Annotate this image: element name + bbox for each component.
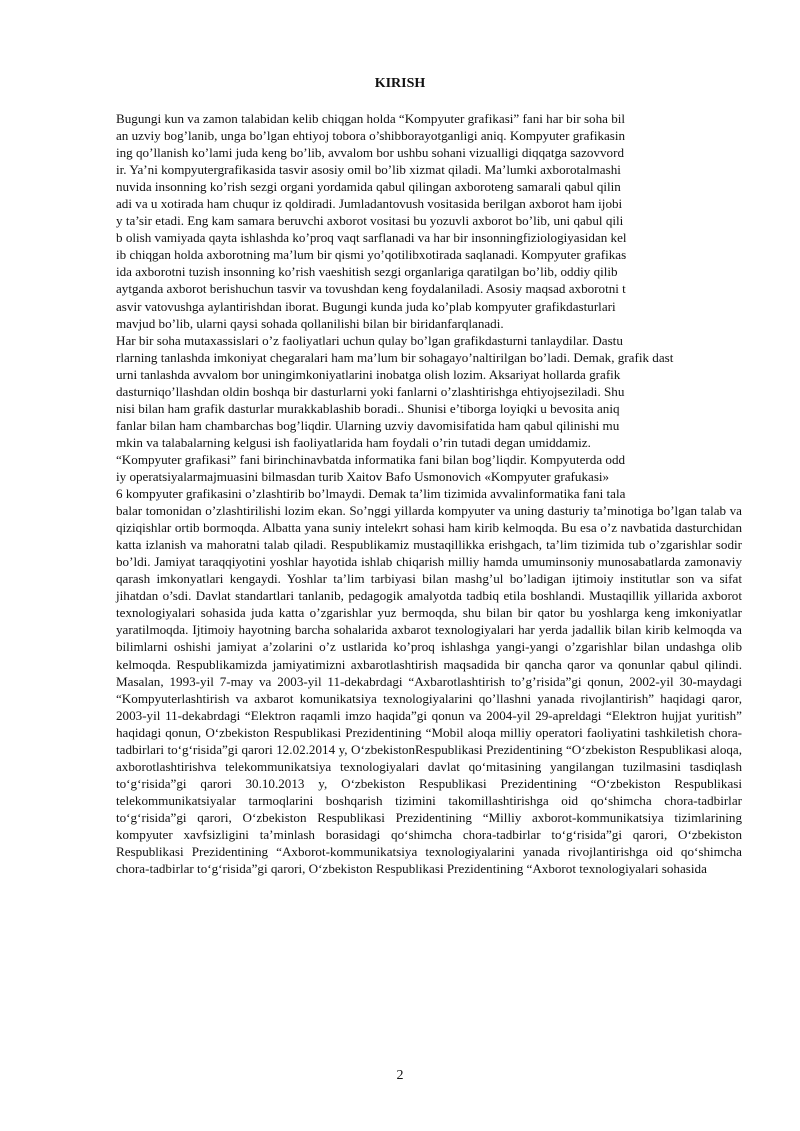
body-text bbox=[116, 110, 742, 877]
text-line: nuvida insonning ko’rish sezgi organi yordamida qabul qilingan axboroteng samarali qabul qilin bbox=[116, 179, 621, 195]
justified-paragraph: balar tomonidan o’zlashtirilishi lozim ekan. So’nggi yillarda kompyuter va uning dasturiy ta’minotiga bo’lgan talab va qiziqishlar ortib bormoqda. Albatta yana suniy intelekrt sohasi ham kirib kelmoqda. Bu esa o’z navbatida dasturchidan katta izlanish va mahoratni talab qiladi. Respublikamiz mustaqillikka erishgach, ta’lim tizimida tub o’zgarishlar sodir bo’ldi. Jamiyat taraqqiyotini yoshlar hayotida ishlab chiqarish milliy hamda umuminsoniy munosabatlarda zamonaviy qarash imkonyatlari kengaydi. Yoshlar ta’lim tarbiyasi bilan mashg’ul bo’ladigan ijtimoiy institutlar son va sifat jihatdan o’sdi. Davlat standartlari tanlanib, pedagogik amalyotda tadbiq etila boshlandi. Mustaqillik yillarida axborot texnologiyalari sohasida juda katta o’zgarishlar yuz bermoqda, shu bilan bir qator bu yoshlarga keng imkoniyatlar yaratilmoqda. Ijtimoiy hayotning barcha sohalarida axbarot texnologiyalari har yerda jadallik bilan kirib kelmoqda va bilimlarni oshishi jamiyat a’zolarini o’z ustlarida ko’proq ishlashga yangi-yangi o’zgarishlar bilan undashga olib kelmoqda. Respublikamizda jamiyatimizni axbarotlashtirish maqsadida bir qancha qaror va qonunlar qabul qilindi. Masalan, 1993-yil 7-may va 2003-yil 11-dekabrdagi “Axbarotlashtirish to’g’risida”gi qonun, 2002-yil 30-maydagi “Kompyuterlashtirish va axbarot komunikatsiya texnologiyalarini qo’llashni yanada rivojlantirish” haqidagi qaror, 2003-yil 11-dekabrdagi “Elektron raqamli imzo haqida”gi qonun va 2004-yil 29-apreldagi “Elektron hujjat yuritish” haqidagi qonun, O‘zbekiston Respublikasi Prezidentining “Mobil aloqa milliy operatori faoliyatini tashkiletish chora-tadbirlari to‘g‘risida”gi qarori 12.02.2014 y, O‘zbekistonRespublikasi Prezidentining “O‘zbekiston Respublikasi aloqa, axborotlashtirishva telekommunikatsiya texnologiyalari davlat qo‘mitasining yangilangan tuzilmasini tasdiqlash to‘g‘risida”gi qarori 30.10.2013 y, O‘zbekiston Respublikasi Prezidentining “O‘zbekiston Respublikasi telekommunikatsiyalar tarmoqlarini boshqarish tizimini takomillashtirishga oid qo‘shimcha chora-tadbirlar to‘g‘risida”gi qarori, O‘zbekiston Respublikasi Prezidentining “Milliy axborot-kommunikatsiya tizimlarining kompyuter xavfsizligini ta’minlash borasidagi qo‘shimcha chora-tadbirlar to‘g‘risida”gi qarori, O‘zbekiston Respublikasi Prezidentining “Axborot-kommunikatsiya texnologiyalarini yanada rivojlantirishga oid qo‘shimcha chora-tadbirlar to‘g‘risida”gi qarori, O‘zbekiston Respublikasi Prezidentining “Axborot texnologiyalari sohasida bbox=[116, 503, 742, 877]
text-line: aytganda axborot berishuchun tasvir va tovushdan keng foydalaniladi. Asosiy maqsad axborotni t bbox=[116, 281, 626, 297]
text-line: fanlar bilan ham chambarchas bog’liqdir. Ularning uzviy davomisifatida ham qabul qilinishi mu bbox=[116, 417, 620, 433]
text-line: nisi bilan ham grafik dasturlar murakkablashib boradi.. Shunisi e’tiborga loyiqki u bevosita aniq bbox=[116, 400, 620, 416]
text-line: asvir vatovushga aylantirishdan iborat. Bugungi kunda juda ko’plab kompyuter grafikdasturlari bbox=[116, 298, 616, 314]
text-line: ing qo’llanish ko’lami juda keng bo’lib, avvalom bor ushbu sohani vizualligi diqqatga sazovvord bbox=[116, 145, 625, 161]
page-title: KIRISH bbox=[374, 76, 426, 91]
text-line: an uzviy bog’lanib, unga bo’lgan ehtiyoj tobora o’shibborayotganligi aniq. Kompyuter grafikasin bbox=[116, 128, 626, 144]
text-line: ida axborotni tuzish insonning ko’rish vaeshitish sezgi organlariga qaratilgan bo’lib, oddiy qilib bbox=[116, 264, 618, 280]
text-line: mkin va talabalarning kelgusi ish faoliyatlarida ham foydali o’rin tutadi degan umiddamiz. bbox=[116, 434, 591, 450]
text-line: “Kompyuter grafikasi” fani birinchinavbatda informatika fani bilan bog’liqdir. Kompyuterda odd bbox=[116, 451, 626, 467]
text-line: mavjud bo’lib, ularni qaysi sohada qollanilishi bilan bir biridanfarqlanadi. bbox=[116, 315, 504, 331]
text-line: ib chiqgan holda axborotning ma’lum bir qismi yo’qotilibxotirada saqlanadi. Kompyuter grafikas bbox=[116, 247, 627, 263]
text-line: ir. Ya’ni kompyutergrafikasida tasvir asosiy omil bo’lib xizmat qiladi. Ma’lumki axborotalmashi bbox=[116, 162, 621, 178]
text-line: y ta’sir etadi. Eng kam samara beruvchi axborot vositasi bu yozuvli axborot bo’lib, uni qabul qili bbox=[116, 213, 624, 229]
text-line: rlarning tanlashda imkoniyat chegaralari ham ma’lum bir sohagayo’naltirilgan bo’ladi. Demak, grafik dast bbox=[116, 349, 674, 365]
text-line: dasturniqo’llashdan oldin boshqa bir dasturlarni yoki fanlarni o’zlashtirishga ehtiyojseziladi. Shu bbox=[116, 383, 625, 399]
text-line: Bugungi kun va zamon talabidan kelib chiqgan holda “Kompyuter grafikasi” fani har bir soha bil bbox=[116, 111, 626, 126]
text-line: 6 kompyuter grafikasini o’zlashtirib bo’lmaydi. Demak ta’lim tizimida avvalinformatika fani tala bbox=[116, 486, 626, 502]
text-line: adi va u xotirada ham chuqur iz qoldiradi. Jumladantovush vositasida berilgan axborot ham ijobi bbox=[116, 196, 623, 212]
text-line: Har bir soha mutaxassislari o’z faoliyatlari uchun qulay bo’lgan grafikdasturni tanlaydilar. Dastu bbox=[116, 332, 623, 348]
text-line: urni tanlashda avvalom bor uningimkoniyatlarini inobatga olish lozim. Aksariyat hollarda grafik bbox=[116, 366, 621, 382]
page-number: 2 bbox=[396, 1068, 404, 1083]
text-line: iy operatsiyalarmajmuasini bilmasdan turib Xaitov Bafo Usmonovich «Kompyuter grafukasi» bbox=[116, 468, 610, 484]
text-line: b olish vamiyada qayta ishlashda ko’proq vaqt sarflanadi va har bir insonningfiziologiyasidan kel bbox=[116, 230, 627, 246]
